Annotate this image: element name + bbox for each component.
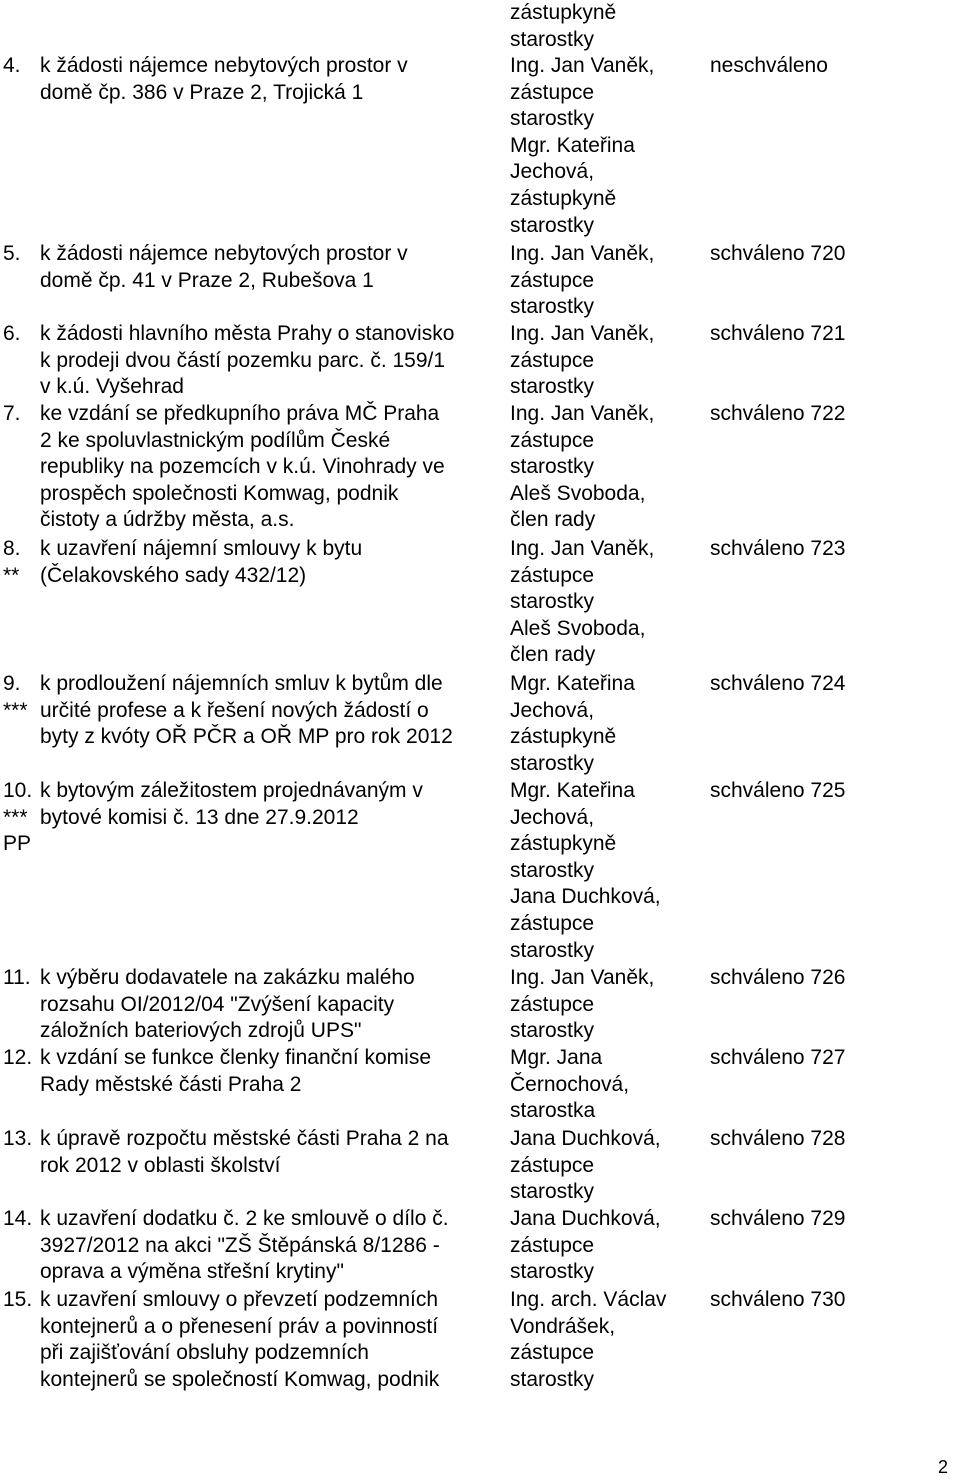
item-proposer: Aleš Svoboda, xyxy=(510,481,646,505)
item-proposer: starostky xyxy=(510,938,595,962)
item-subject: určité profese a k řešení nových žádostí o xyxy=(40,698,429,722)
item-proposer: Mgr. Jana xyxy=(510,1046,603,1069)
item-proposer: starostka xyxy=(510,1099,596,1123)
item-proposer: Ing. Jan Vaněk, xyxy=(510,402,655,425)
item-proposer: Ing. Jan Vaněk, xyxy=(510,537,655,560)
item-subject: rozsahu OI/2012/04 "Zvýšení kapacity xyxy=(40,992,395,1016)
item-number: 13. xyxy=(3,1127,33,1150)
item-number: 5. xyxy=(3,242,21,265)
item-proposer: zástupce xyxy=(510,912,595,935)
item-proposer: starostky xyxy=(510,1260,595,1284)
item-proposer: Ing. Jan Vaněk, xyxy=(510,322,655,345)
item-subject: byty z kvóty OŘ PČR a OŘ MP pro rok 2012 xyxy=(40,725,453,749)
item-proposer: zástupkyně xyxy=(510,725,617,749)
item-subject: k žádosti nájemce nebytových prostor v xyxy=(40,54,408,77)
item-subject: kontejnerů a o přenesení práv a povinností xyxy=(40,1314,439,1338)
item-proposer: zástupce xyxy=(510,1341,595,1365)
item-proposer: starostky xyxy=(510,1180,595,1204)
item-proposer: starostky xyxy=(510,213,595,237)
item-proposer: Jechová, xyxy=(510,160,595,184)
item-number: *** xyxy=(3,805,28,829)
item-proposer: starostky xyxy=(510,751,595,775)
item-proposer: zástupce xyxy=(510,268,595,292)
item-subject: (Čelakovského sady 432/12) xyxy=(40,563,307,587)
item-proposer: starostky xyxy=(510,107,595,131)
item-proposer: starostky xyxy=(510,295,595,319)
item-proposer: Černochová, xyxy=(510,1072,630,1096)
item-subject: k uzavření nájemní smlouvy k bytu xyxy=(40,537,363,560)
item-proposer: zástupkyně xyxy=(510,187,617,210)
item-proposer: zástupce xyxy=(510,348,595,372)
item-proposer: Mgr. Kateřina xyxy=(510,672,635,695)
item-subject: k žádosti hlavního města Prahy o stanovisko xyxy=(40,322,455,345)
item-proposer: Ing. Jan Vaněk, xyxy=(510,54,655,77)
item-subject: domě čp. 386 v Praze 2, Trojická 1 xyxy=(40,80,364,104)
item-proposer: Vondrášek, xyxy=(510,1314,616,1338)
item-subject: k úpravě rozpočtu městské části Praha 2 na xyxy=(40,1127,449,1150)
item-subject: k uzavření dodatku č. 2 ke smlouvě o dílo č. xyxy=(40,1207,449,1230)
item-proposer: Jechová, xyxy=(510,805,595,829)
item-proposer: starostky xyxy=(510,455,595,479)
item-subject: republiky na pozemcích v k.ú. Vinohrady ve xyxy=(40,455,445,479)
item-subject: při zajišťování obsluhy podzemních xyxy=(40,1341,369,1365)
item-proposer: Jana Duchková, xyxy=(510,1207,661,1230)
item-subject: prospěch společnosti Komwag, podnik xyxy=(40,481,399,505)
item-number: 6. xyxy=(3,322,21,345)
item-subject: k žádosti nájemce nebytových prostor v xyxy=(40,242,408,265)
item-proposer: starostky xyxy=(510,590,595,614)
item-proposer: Mgr. Kateřina xyxy=(510,133,635,157)
item-result: schváleno 725 xyxy=(710,779,846,802)
item-proposer: zástupce xyxy=(510,428,595,452)
item-subject: 2 ke spoluvlastnickým podílům České xyxy=(40,428,391,452)
item-proposer: Ing. Jan Vaněk, xyxy=(510,242,655,265)
item-subject: k prodloužení nájemních smluv k bytům dle xyxy=(40,672,443,695)
item-number: 4. xyxy=(3,54,21,77)
item-proposer: zástupce xyxy=(510,992,595,1016)
item-subject: domě čp. 41 v Praze 2, Rubešova 1 xyxy=(40,268,374,292)
item-subject: k bytovým záležitostem projednávaným v xyxy=(40,779,423,802)
item-result: schváleno 728 xyxy=(710,1127,846,1150)
item-number: 11. xyxy=(3,966,31,989)
item-subject: záložních bateriových zdrojů UPS" xyxy=(40,1019,362,1043)
item-number: 8. xyxy=(3,537,21,560)
item-proposer: Mgr. Kateřina xyxy=(510,779,635,802)
item-subject: 3927/2012 na akci "ZŠ Štěpánská 8/1286 - xyxy=(40,1233,440,1257)
item-result: schváleno 729 xyxy=(710,1207,846,1230)
item-subject: v k.ú. Vyšehrad xyxy=(40,375,184,399)
item-result: schváleno 721 xyxy=(710,322,846,345)
proposer-line: zástupkyně xyxy=(510,1,617,24)
item-subject: bytové komisi č. 13 dne 27.9.2012 xyxy=(40,805,359,829)
item-proposer: zástupce xyxy=(510,80,595,104)
proposer-line: starostky xyxy=(510,27,595,51)
item-result: schváleno 730 xyxy=(710,1288,846,1311)
item-result: schváleno 727 xyxy=(710,1046,846,1069)
item-number: 7. xyxy=(3,402,21,425)
item-number: *** xyxy=(3,698,28,722)
item-proposer: starostky xyxy=(510,375,595,399)
item-subject: čistoty a údržby města, a.s. xyxy=(40,508,295,532)
item-proposer: zástupce xyxy=(510,563,595,587)
item-result: schváleno 724 xyxy=(710,672,846,695)
item-result: neschváleno xyxy=(710,54,828,77)
item-proposer: starostky xyxy=(510,1019,595,1043)
item-proposer: starostky xyxy=(510,1367,595,1391)
item-result: schváleno 722 xyxy=(710,402,846,425)
item-result: schváleno 726 xyxy=(710,966,846,989)
item-number: 10. xyxy=(3,779,33,802)
page-number: 2 xyxy=(938,1457,949,1477)
item-subject: Rady městské části Praha 2 xyxy=(40,1072,302,1096)
item-subject: rok 2012 v oblasti školství xyxy=(40,1153,281,1177)
item-proposer: Jana Duchková, xyxy=(510,1127,661,1150)
item-number: ** xyxy=(3,563,20,587)
item-number: PP xyxy=(3,832,32,856)
item-subject: k výběru dodavatele na zakázku malého xyxy=(40,966,415,989)
item-subject: kontejnerů se společností Komwag, podnik xyxy=(40,1367,440,1391)
item-subject: k vzdání se funkce členky finanční komise xyxy=(40,1046,432,1069)
item-proposer: člen rady xyxy=(510,508,596,532)
item-proposer: zástupce xyxy=(510,1153,595,1177)
item-proposer: zástupkyně xyxy=(510,832,617,856)
item-subject: ke vzdání se předkupního práva MČ Praha xyxy=(40,402,440,425)
item-proposer: Jechová, xyxy=(510,698,595,722)
item-proposer: Aleš Svoboda, xyxy=(510,616,646,640)
item-number: 14. xyxy=(3,1207,33,1230)
item-proposer: Jana Duchková, xyxy=(510,885,661,909)
item-number: 12. xyxy=(3,1046,33,1069)
item-subject: k prodeji dvou částí pozemku parc. č. 159/1 xyxy=(40,348,446,372)
item-proposer: zástupce xyxy=(510,1233,595,1257)
item-proposer: člen rady xyxy=(510,643,596,667)
item-number: 9. xyxy=(3,672,21,695)
item-proposer: Ing. Jan Vaněk, xyxy=(510,966,655,989)
item-result: schváleno 720 xyxy=(710,242,846,265)
item-result: schváleno 723 xyxy=(710,537,846,560)
item-subject: k uzavření smlouvy o převzetí podzemních xyxy=(40,1288,439,1311)
item-number: 15. xyxy=(3,1288,33,1311)
item-proposer: Ing. arch. Václav xyxy=(510,1288,667,1311)
item-proposer: starostky xyxy=(510,858,595,882)
item-subject: oprava a výměna střešní krytiny" xyxy=(40,1260,344,1284)
